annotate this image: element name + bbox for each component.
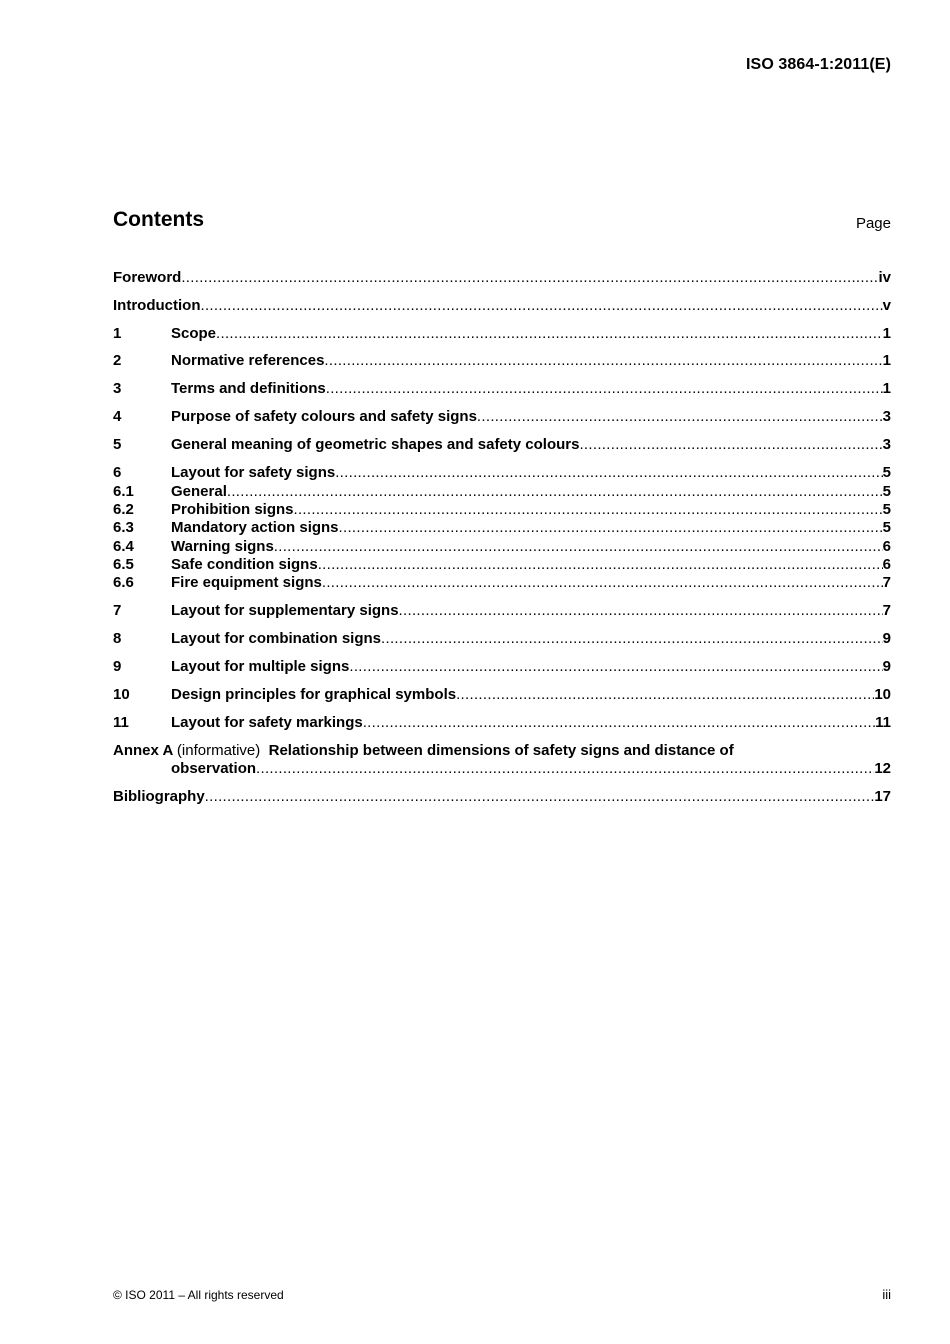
toc-entry-number: 6.2: [113, 501, 134, 518]
page-number: iii: [882, 1287, 891, 1302]
toc-entry-5[interactable]: [113, 435, 891, 455]
toc-leader: [205, 787, 875, 807]
toc-entry-page: 7: [882, 574, 891, 591]
toc-entry-title: General: [171, 483, 227, 500]
toc-entry-number: 8: [113, 630, 122, 647]
toc-entry-title: Warning signs: [171, 538, 274, 555]
toc-entry-title: Layout for supplementary signs: [171, 602, 399, 619]
toc-entry-title: Safe condition signs: [171, 556, 318, 573]
toc-entry-title: Design principles for graphical symbols: [171, 686, 457, 703]
toc-leader: [335, 463, 882, 483]
toc-leader: [349, 657, 882, 677]
toc-entry-6-5[interactable]: [113, 555, 891, 575]
annex-label: Annex A: [113, 742, 173, 759]
toc-entry-page: 9: [882, 658, 891, 675]
toc-entry-11[interactable]: [113, 713, 891, 733]
toc-entry-title: General meaning of geometric shapes and safety colours: [171, 436, 580, 453]
toc-leader: [381, 629, 883, 649]
toc-entry-page: 10: [874, 686, 891, 703]
toc-entry-page: iv: [878, 269, 891, 286]
toc-entry-title: Mandatory action signs: [171, 519, 339, 536]
annex-title-line2: observation: [171, 760, 257, 777]
annex-title-line1: Relationship between dimensions of safety signs and distance of: [268, 742, 734, 759]
toc-entry-6-3[interactable]: [113, 518, 891, 538]
toc-entry-page: 6: [882, 538, 891, 555]
toc-entry-foreword[interactable]: [113, 268, 891, 288]
toc-entry-page: 5: [882, 501, 891, 518]
toc-entry-number: 9: [113, 658, 122, 675]
toc-entry-6-2[interactable]: [113, 500, 891, 520]
toc-entry-number: 6.1: [113, 483, 134, 500]
toc-entry-title: Introduction: [113, 297, 201, 314]
toc-leader: [456, 685, 874, 705]
toc-leader: [294, 500, 883, 520]
toc-leader: [181, 268, 878, 288]
toc-entry-title: Prohibition signs: [171, 501, 294, 518]
toc-entry-3[interactable]: [113, 379, 891, 399]
toc-entry-title: Purpose of safety colours and safety signs: [171, 408, 477, 425]
toc-entry-8[interactable]: [113, 629, 891, 649]
toc-leader: [256, 759, 874, 779]
toc-entry-introduction[interactable]: [113, 296, 891, 316]
toc-entry-page: 11: [875, 714, 891, 731]
toc-leader: [322, 573, 883, 593]
toc-leader: [579, 435, 882, 455]
toc-entry-number: 5: [113, 436, 122, 453]
toc-entry-title: Scope: [171, 325, 217, 342]
toc-entry-page: 17: [874, 788, 891, 805]
toc-entry-number: 11: [113, 714, 129, 731]
annex-informative-label: (informative): [176, 742, 261, 759]
toc-entry-number: 7: [113, 602, 122, 619]
page-column-label: Page: [855, 215, 891, 232]
toc-entry-number: 4: [113, 408, 122, 425]
toc-leader: [326, 379, 883, 399]
toc-entry-page: 12: [874, 760, 891, 777]
toc-entry-page: v: [882, 297, 891, 314]
toc-entry-page: 6: [882, 556, 891, 573]
toc-entry-page: 1: [882, 352, 891, 369]
toc-entry-number: 6.5: [113, 556, 134, 573]
toc-entry-1[interactable]: [113, 324, 891, 344]
toc-entry-page: 5: [882, 519, 891, 536]
toc-entry-6[interactable]: [113, 463, 891, 483]
toc-entry-title: Layout for combination signs: [171, 630, 382, 647]
toc-entry-title: Layout for safety markings: [171, 714, 363, 731]
toc-entry-page: 3: [882, 436, 891, 453]
toc-entry-number: 6.3: [113, 519, 134, 536]
toc-leader: [227, 482, 883, 502]
toc-entry-title: Normative references: [171, 352, 325, 369]
toc-entry-page: 9: [882, 630, 891, 647]
toc-entry-10[interactable]: [113, 685, 891, 705]
toc-entry-number: 6.4: [113, 538, 134, 555]
copyright-notice: © ISO 2011 – All rights reserved: [113, 1288, 284, 1302]
contents-heading: Contents: [113, 208, 204, 231]
toc-entry-9[interactable]: [113, 657, 891, 677]
toc-leader: [324, 351, 882, 371]
standard-identifier: ISO 3864-1:2011(E): [746, 56, 891, 73]
toc-entry-number: 6.6: [113, 574, 134, 591]
toc-leader: [274, 537, 883, 557]
toc-leader: [363, 713, 875, 733]
toc-entry-annex-a-continued[interactable]: [113, 759, 891, 779]
toc-entry-6-6[interactable]: [113, 573, 891, 593]
toc-leader: [318, 555, 883, 575]
toc-entry-number: 10: [113, 686, 130, 703]
toc-entry-4[interactable]: [113, 407, 891, 427]
toc-entry-number: 6: [113, 464, 122, 481]
toc-entry-title: Fire equipment signs: [171, 574, 322, 591]
toc-entry-page: 1: [882, 380, 891, 397]
toc-leader: [399, 601, 883, 621]
toc-entry-title: Terms and definitions: [171, 380, 326, 397]
toc-entry-title: Layout for safety signs: [171, 464, 336, 481]
toc-entry-page: 7: [882, 602, 891, 619]
toc-entry-2[interactable]: [113, 351, 891, 371]
toc-entry-page: 5: [882, 464, 891, 481]
toc-entry-annex-a[interactable]: [113, 741, 891, 761]
toc-entry-bibliography[interactable]: [113, 787, 891, 807]
toc-entry-title: Bibliography: [113, 788, 205, 805]
toc-leader: [216, 324, 883, 344]
toc-entry-number: 2: [113, 352, 122, 369]
toc-entry-title: Foreword: [113, 269, 182, 286]
toc-entry-page: 3: [882, 408, 891, 425]
toc-entry-6-1[interactable]: [113, 482, 891, 502]
toc-entry-number: 3: [113, 380, 122, 397]
toc-entry-page: 1: [882, 325, 891, 342]
toc-entry-6-4[interactable]: [113, 537, 891, 557]
toc-leader: [200, 296, 882, 316]
toc-entry-number: 1: [113, 325, 122, 342]
toc-entry-7[interactable]: [113, 601, 891, 621]
toc-leader: [339, 518, 883, 538]
toc-entry-title: Layout for multiple signs: [171, 658, 350, 675]
toc-leader: [477, 407, 883, 427]
toc-entry-page: 5: [882, 483, 891, 500]
